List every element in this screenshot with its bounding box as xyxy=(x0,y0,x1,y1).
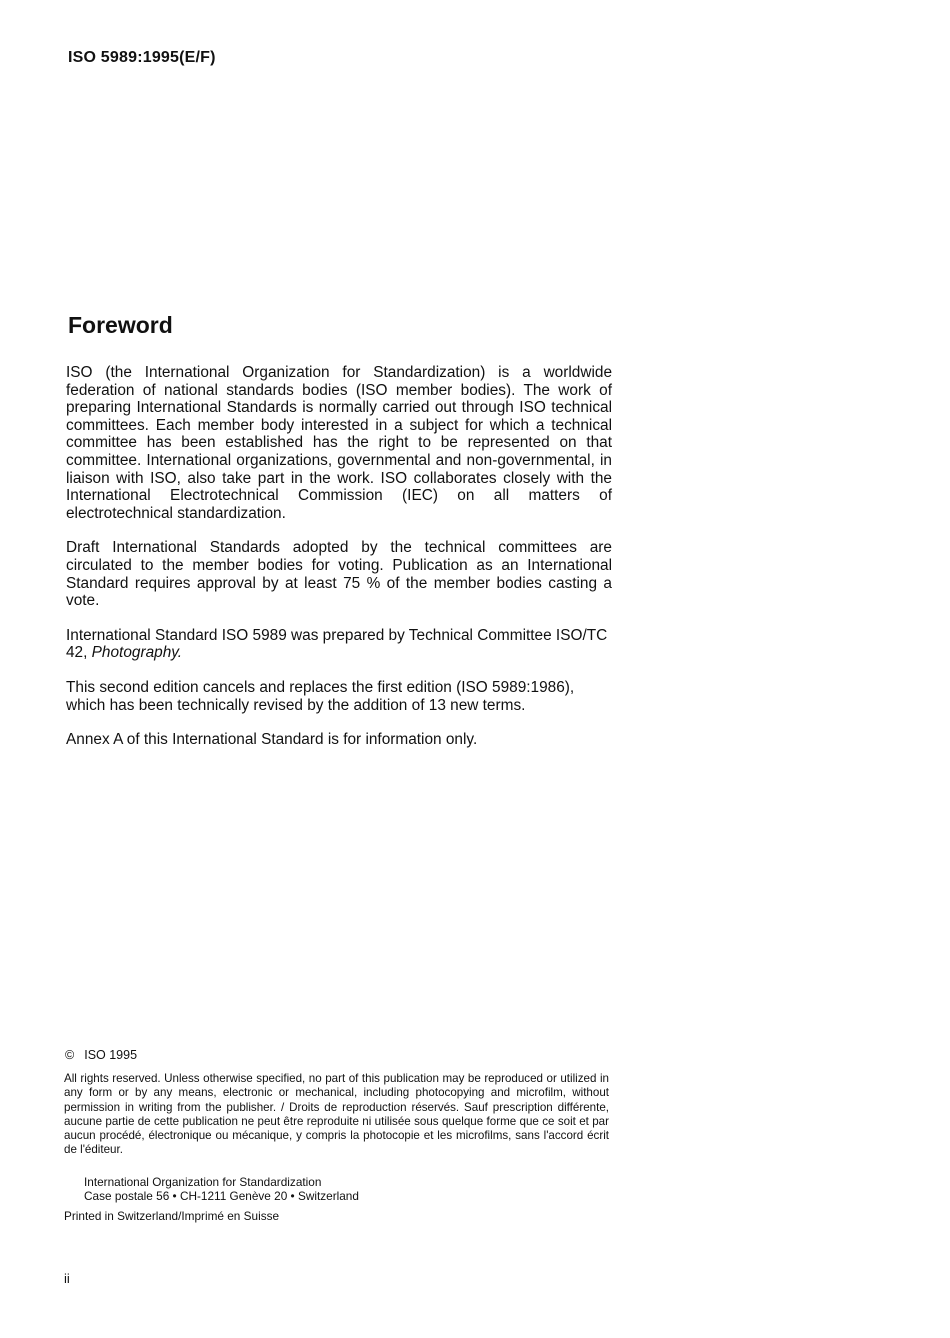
committee-name: Photography. xyxy=(91,644,183,662)
foreword-paragraph-5: Annex A of this International Standard is for information only. xyxy=(66,731,478,749)
publisher-postal-address: Case postale 56 • CH-1211 Genève 20 • Switzerland xyxy=(84,1189,359,1204)
publisher-address xyxy=(84,1175,359,1204)
copyright-text: ISO 1995 xyxy=(84,1048,138,1062)
foreword-paragraph-2: Draft International Standards adopted by the technical committees are circulated to the member bodies for voting. Publication as an International Standard requires approval by at least 75 % of the member bodies casting a vote. xyxy=(66,539,612,610)
rights-statement: All rights reserved. Unless otherwise specified, no part of this publication may be reproduced or utilized in any form or by any means, electronic or mechanical, including photocopying and microfilm, without permission in writing from the publisher. / Droits de reproduction réservés. Sauf prescription différente, aucune partie de cette publication ne peut être reproduite ni utilisée sous quelque forme que ce soit et par aucun procédé, électronique ou mécanique, y compris la photocopie et les microfilms, sans l'accord écrit de l'éditeur. xyxy=(64,1072,609,1157)
page-number: ii xyxy=(64,1271,70,1286)
foreword-paragraph-4: This second edition cancels and replaces the first edition (ISO 5989:1986), which has been technically revised by the addition of 13 new terms. xyxy=(66,678,575,714)
printed-in: Printed in Switzerland/Imprimé en Suisse xyxy=(64,1209,280,1223)
page-title: Foreword xyxy=(68,312,173,338)
foreword-paragraph-1: ISO (the International Organization for Standardization) is a worldwide federation of national standards bodies (ISO member bodies). The work of preparing International Standards is normally carried out through ISO technical committees. Each member body interested in a subject for which a technical committee has been established has the right to be represented on that committee. International organizations, governmental and non-governmental, in liaison with ISO, also take part in the work. ISO collaborates closely with the International Electrotechnical Commission (IEC) on all matters of electrotechnical standardization. xyxy=(66,364,612,522)
foreword-body xyxy=(66,364,612,766)
copyright-notice xyxy=(65,1048,137,1062)
copyright-icon: © xyxy=(65,1048,75,1062)
document-id-header: ISO 5989:1995(E/F) xyxy=(68,49,216,66)
foreword-paragraph-3 xyxy=(66,627,612,662)
publisher-name: International Organization for Standardization xyxy=(84,1175,322,1189)
foreword-paragraph-3-text: International Standard ISO 5989 was prepared by Technical Committee ISO/TC 42, xyxy=(66,626,608,662)
